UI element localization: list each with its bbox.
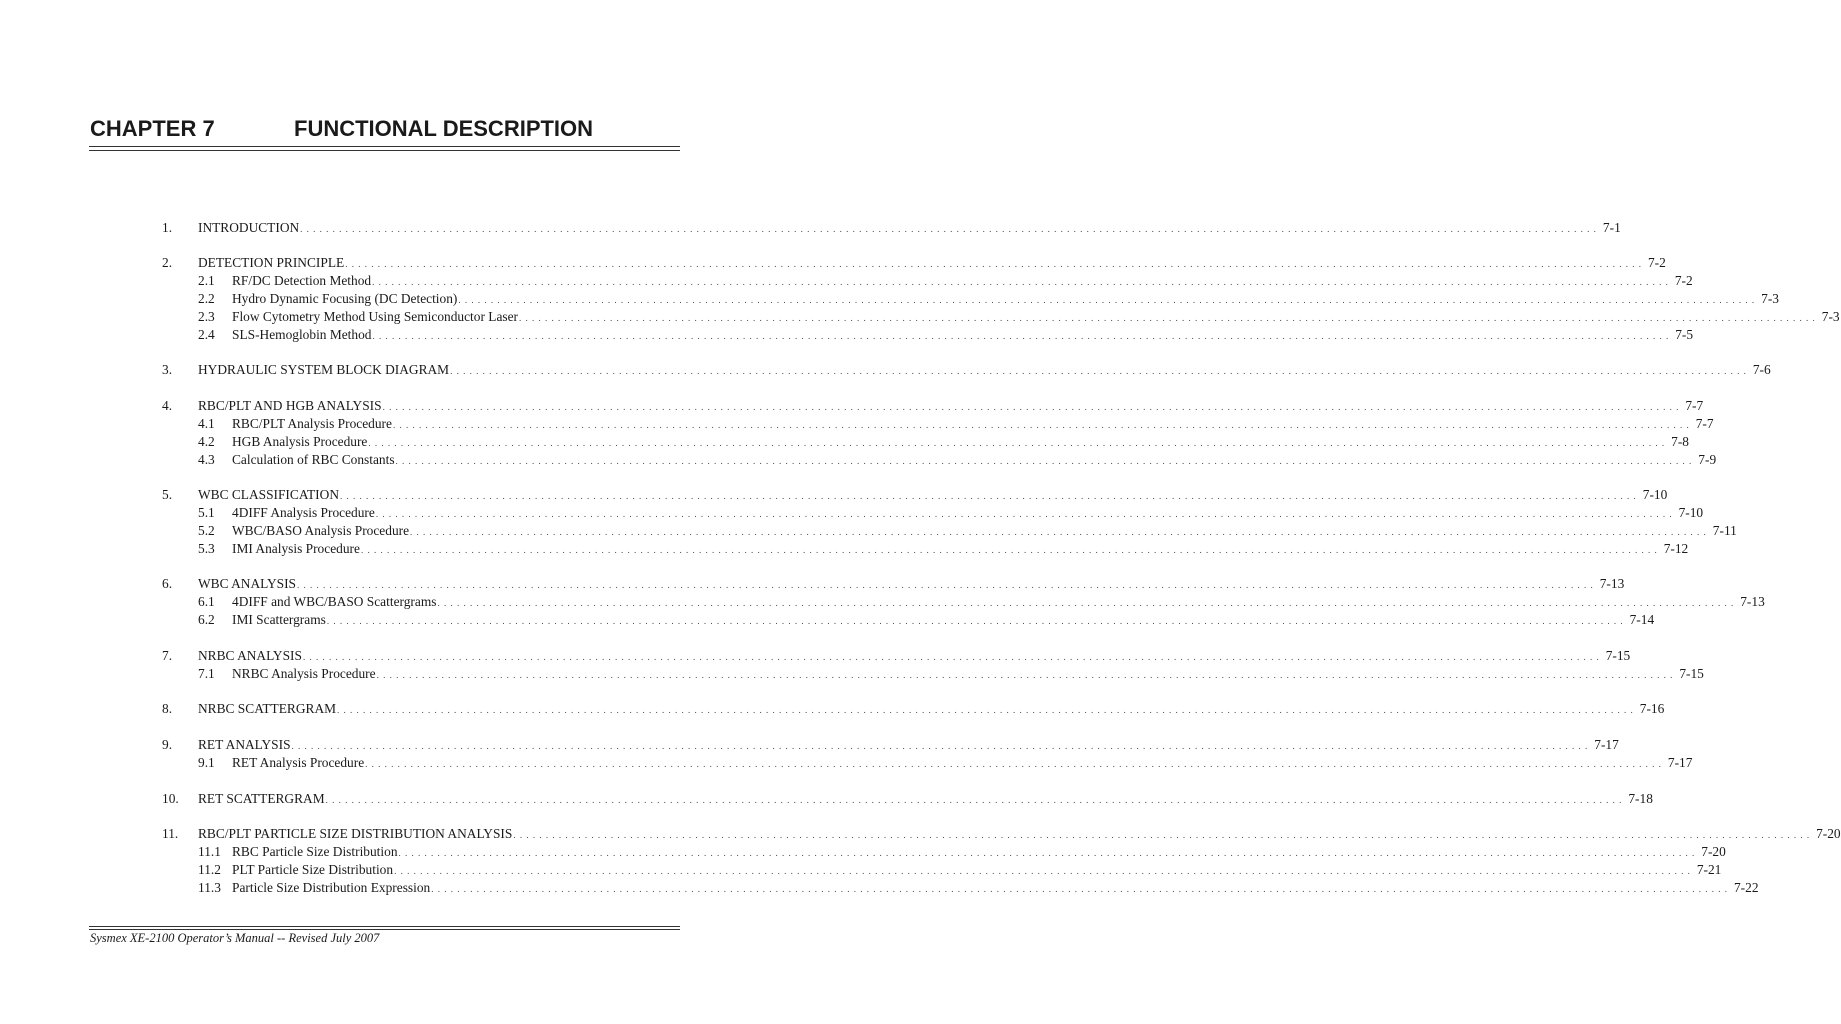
toc-entry-line (198, 361, 1771, 379)
toc-entry-line (232, 879, 1759, 897)
toc-section-row (0, 254, 1666, 272)
toc-number: 1. (162, 220, 173, 235)
toc-number: 11.2 (198, 862, 221, 877)
toc-number: 2. (162, 255, 173, 270)
toc-subsection-row (0, 308, 1840, 326)
toc-title: 4DIFF Analysis Procedure (232, 505, 375, 520)
toc-number: 7.1 (198, 666, 215, 681)
toc-title: RBC Particle Size Distribution (232, 844, 398, 859)
toc-leader-dots: . . . . . . . . . . . . . . . . . . . . . . . . . . . . . . . . . . . . . . . . . . . . . . . . . . . . . . . . . . . . . . . . . . . . . . . . . . . . . . . . . . . . . . . . . . . . . . . . . . . . . . . . . . . . . . . . . . . . . . . . . . . . . . . . . . . . . . . . . . . . . . . . . . . . . . . . . . . . . . . . . . . . . . . . . . . . . . . . . . . . . . . . . . . . . . . . . . . . . . . . (519, 313, 1816, 323)
toc-entry-line (198, 575, 1625, 593)
toc-entry-line (232, 326, 1694, 344)
toc-entry-line (198, 700, 1665, 718)
toc-entry-line (232, 451, 1717, 469)
toc-leader-dots: . . . . . . . . . . . . . . . . . . . . . . . . . . . . . . . . . . . . . . . . . . . . . . . . . . . . . . . . . . . . . . . . . . . . . . . . . . . . . . . . . . . . . . . . . . . . . . . . . . . . . . . . . . . . . . . . . . . . . . . . . . . . . . . . . . . . . . . . . . . . . . . . . . . . . . . . . . . . . . . . . . . . . . . . . . . . . . . . . . . . . . . . . . . . . . . . . . . . . . . . (340, 491, 1637, 501)
toc-page-number: 7-6 (1752, 362, 1771, 377)
toc-entry-line (232, 861, 1722, 879)
toc-title: IMI Scattergrams (232, 612, 326, 627)
toc-leader-dots: . . . . . . . . . . . . . . . . . . . . . . . . . . . . . . . . . . . . . . . . . . . . . . . . . . . . . . . . . . . . . . . . . . . . . . . . . . . . . . . . . . . . . . . . . . . . . . . . . . . . . . . . . . . . . . . . . . . . . . . . . . . . . . . . . . . . . . . . . . . . . . . . . . . . . . . . . . . . . . . . . . . . . . . . . . . . . . . . . . . . . . . . . . . . . . . . . . . . . . . . (291, 741, 1589, 751)
header-divider (89, 146, 680, 151)
toc-page-number: 7-7 (1685, 398, 1704, 413)
toc-leader-dots: . . . . . . . . . . . . . . . . . . . . . . . . . . . . . . . . . . . . . . . . . . . . . . . . . . . . . . . . . . . . . . . . . . . . . . . . . . . . . . . . . . . . . . . . . . . . . . . . . . . . . . . . . . . . . . . . . . . . . . . . . . . . . . . . . . . . . . . . . . . . . . . . . . . . . . . . . . . . . . . . . . . . . . . . . . . . . . . . . . . . . . . . . . . . . . . . . . . . . . . . (392, 420, 1690, 430)
toc-section-row (0, 647, 1631, 665)
toc-number: 2.4 (198, 327, 215, 342)
toc-section-row (0, 736, 1619, 754)
toc-title: RET SCATTERGRAM (198, 791, 325, 806)
toc-number: 4.1 (198, 416, 215, 431)
toc-number: 6.1 (198, 594, 215, 609)
toc-entry-line (198, 254, 1666, 272)
toc-title: Hydro Dynamic Focusing (DC Detection) (232, 291, 458, 306)
toc-entry-line (198, 397, 1704, 415)
footer-text: Sysmex XE-2100 Operator’s Manual -- Revised July 2007 (90, 931, 380, 945)
toc-title: WBC CLASSIFICATION (198, 487, 339, 502)
toc-number: 2.1 (198, 273, 215, 288)
toc-page-number: 7-13 (1740, 594, 1765, 609)
toc-title: RBC/PLT PARTICLE SIZE DISTRIBUTION ANALYSIS (198, 826, 513, 841)
toc-number: 2.3 (198, 309, 215, 324)
toc-page-number: 7-22 (1733, 880, 1759, 895)
toc-subsection-row (0, 326, 1694, 344)
toc-page-number: 7-3 (1821, 309, 1840, 324)
toc-page-number: 7-17 (1667, 755, 1693, 770)
toc-entry-line (198, 825, 1841, 843)
toc-page-number: 7-8 (1671, 434, 1689, 449)
toc-page-number: 7-20 (1701, 844, 1726, 859)
toc-page-number: 7-18 (1628, 791, 1653, 806)
toc-page-number: 7-9 (1698, 452, 1717, 467)
chapter-title: FUNCTIONAL DESCRIPTION (294, 116, 594, 141)
toc-section-row (0, 700, 1665, 718)
toc-number: 8. (162, 701, 173, 716)
toc-entry-line (232, 433, 1689, 451)
toc-leader-dots: . . . . . . . . . . . . . . . . . . . . . . . . . . . . . . . . . . . . . . . . . . . . . . . . . . . . . . . . . . . . . . . . . . . . . . . . . . . . . . . . . . . . . . . . . . . . . . . . . . . . . . . . . . . . . . . . . . . . . . . . . . . . . . . . . . . . . . . . . . . . . . . . . . . . . . . . . . . . . . . . . . . . . . . . . . . . . . . . . . . . . . . . . . . . . . . . . . . . . . . . (431, 884, 1728, 894)
toc-title: Particle Size Distribution Expression (232, 880, 431, 895)
toc-entry-line (198, 736, 1619, 754)
toc-leader-dots: . . . . . . . . . . . . . . . . . . . . . . . . . . . . . . . . . . . . . . . . . . . . . . . . . . . . . . . . . . . . . . . . . . . . . . . . . . . . . . . . . . . . . . . . . . . . . . . . . . . . . . . . . . . . . . . . . . . . . . . . . . . . . . . . . . . . . . . . . . . . . . . . . . . . . . . . . . . . . . . . . . . . . . . . . . . . . . . . . . . . . . . . . . . . . . . . . . . . . . . . (394, 866, 1691, 876)
toc-section-row (0, 486, 1668, 504)
toc-number: 7. (162, 648, 173, 663)
toc-subsection-row (0, 433, 1689, 451)
toc-title: NRBC ANALYSIS (198, 648, 302, 663)
toc-title: 4DIFF and WBC/BASO Scattergrams (232, 594, 437, 609)
toc-entry-line (198, 647, 1631, 665)
toc-title: RET ANALYSIS (198, 737, 291, 752)
footer-divider (89, 926, 680, 930)
toc-title: DETECTION PRINCIPLE (198, 255, 345, 270)
toc-leader-dots: . . . . . . . . . . . . . . . . . . . . . . . . . . . . . . . . . . . . . . . . . . . . . . . . . . . . . . . . . . . . . . . . . . . . . . . . . . . . . . . . . . . . . . . . . . . . . . . . . . . . . . . . . . . . . . . . . . . . . . . . . . . . . . . . . . . . . . . . . . . . . . . . . . . . . . . . . . . . . . . . . . . . . . . . . . . . . . . . . . . . . . . . . . . . . . . . . . . . . . . . (382, 402, 1680, 412)
toc-page-number: 7-3 (1761, 291, 1779, 306)
toc-page-number: 7-7 (1695, 416, 1714, 431)
toc-page-number: 7-21 (1696, 862, 1722, 877)
toc-subsection-row (0, 540, 1689, 558)
toc-title: RF/DC Detection Method (232, 273, 372, 288)
toc-number: 4.2 (198, 434, 215, 449)
toc-entry-line (232, 843, 1726, 861)
toc-title: IMI Analysis Procedure (232, 541, 360, 556)
toc-subsection-row (0, 290, 1779, 308)
toc-subsection-row (0, 861, 1722, 879)
toc-page-number: 7-14 (1629, 612, 1655, 627)
toc-subsection-row (0, 415, 1714, 433)
toc-page-number: 7-15 (1605, 648, 1631, 663)
toc-title: NRBC SCATTERGRAM (198, 701, 337, 716)
toc-leader-dots: . . . . . . . . . . . . . . . . . . . . . . . . . . . . . . . . . . . . . . . . . . . . . . . . . . . . . . . . . . . . . . . . . . . . . . . . . . . . . . . . . . . . . . . . . . . . . . . . . . . . . . . . . . . . . . . . . . . . . . . . . . . . . . . . . . . . . . . . . . . . . . . . . . . . . . . . . . . . . . . . . . . . . . . . . . . . . . . . . . . . . . . . . . . . . . . . . . . . . . . . (375, 509, 1673, 519)
toc-subsection-row (0, 843, 1726, 861)
toc-entry-line (232, 415, 1714, 433)
toc-section-row (0, 397, 1704, 415)
toc-subsection-row (0, 593, 1765, 611)
toc-leader-dots: . . . . . . . . . . . . . . . . . . . . . . . . . . . . . . . . . . . . . . . . . . . . . . . . . . . . . . . . . . . . . . . . . . . . . . . . . . . . . . . . . . . . . . . . . . . . . . . . . . . . . . . . . . . . . . . . . . . . . . . . . . . . . . . . . . . . . . . . . . . . . . . . . . . . . . . . . . . . . . . . . . . . . . . . . . . . . . . . . . . . . . . . . . . . . . . . . . . . . . . . (395, 456, 1693, 466)
toc-title: Flow Cytometry Method Using Semiconductor Laser (232, 309, 519, 324)
toc-number: 9. (162, 737, 173, 752)
toc-title: RBC/PLT Analysis Procedure (232, 416, 392, 431)
toc-leader-dots: . . . . . . . . . . . . . . . . . . . . . . . . . . . . . . . . . . . . . . . . . . . . . . . . . . . . . . . . . . . . . . . . . . . . . . . . . . . . . . . . . . . . . . . . . . . . . . . . . . . . . . . . . . . . . . . . . . . . . . . . . . . . . . . . . . . . . . . . . . . . . . . . . . . . . . . . . . . . . . . . . . . . . . . . . . . . . . . . . . . . . . . . . . . . . . . . . . . . . . . . (296, 580, 1594, 590)
toc-title: WBC/BASO Analysis Procedure (232, 523, 410, 538)
toc-leader-dots: . . . . . . . . . . . . . . . . . . . . . . . . . . . . . . . . . . . . . . . . . . . . . . . . . . . . . . . . . . . . . . . . . . . . . . . . . . . . . . . . . . . . . . . . . . . . . . . . . . . . . . . . . . . . . . . . . . . . . . . . . . . . . . . . . . . . . . . . . . . . . . . . . . . . . . . . . . . . . . . . . . . . . . . . . . . . . . . . . . . . . . . . . . . . . . . . . . . . . . . . (372, 277, 1669, 287)
toc-entry-line (232, 540, 1689, 558)
toc-page-number: 7-11 (1712, 523, 1737, 538)
toc-entry-line (232, 504, 1704, 522)
toc-page-number: 7-17 (1594, 737, 1619, 752)
toc-page-number: 7-20 (1816, 826, 1841, 841)
toc-number: 5. (162, 487, 173, 502)
toc-number: 4.3 (198, 452, 215, 467)
toc-leader-dots: . . . . . . . . . . . . . . . . . . . . . . . . . . . . . . . . . . . . . . . . . . . . . . . . . . . . . . . . . . . . . . . . . . . . . . . . . . . . . . . . . . . . . . . . . . . . . . . . . . . . . . . . . . . . . . . . . . . . . . . . . . . . . . . . . . . . . . . . . . . . . . . . . . . . . . . . . . . . . . . . . . . . . . . . . . . . . . . . . . . . . . . . . . . . . . . . . . . . . . . . (372, 331, 1670, 341)
toc-number: 2.2 (198, 291, 215, 306)
toc-leader-dots: . . . . . . . . . . . . . . . . . . . . . . . . . . . . . . . . . . . . . . . . . . . . . . . . . . . . . . . . . . . . . . . . . . . . . . . . . . . . . . . . . . . . . . . . . . . . . . . . . . . . . . . . . . . . . . . . . . . . . . . . . . . . . . . . . . . . . . . . . . . . . . . . . . . . . . . . . . . . . . . . . . . . . . . . . . . . . . . . . . . . . . . . . . . . . . . . . . . . . . . . (376, 670, 1674, 680)
toc-entry-line (232, 522, 1737, 540)
toc-number: 10. (162, 791, 179, 806)
toc-leader-dots: . . . . . . . . . . . . . . . . . . . . . . . . . . . . . . . . . . . . . . . . . . . . . . . . . . . . . . . . . . . . . . . . . . . . . . . . . . . . . . . . . . . . . . . . . . . . . . . . . . . . . . . . . . . . . . . . . . . . . . . . . . . . . . . . . . . . . . . . . . . . . . . . . . . . . . . . . . . . . . . . . . . . . . . . . . . . . . . . . . . . . . . . . . . . . . . . . . . . . . . . (450, 366, 1747, 376)
toc-section-row (0, 219, 1621, 237)
toc-entry-line (198, 486, 1668, 504)
toc-entry-line (198, 219, 1621, 237)
toc-number: 11.3 (198, 880, 221, 895)
toc-leader-dots: . . . . . . . . . . . . . . . . . . . . . . . . . . . . . . . . . . . . . . . . . . . . . . . . . . . . . . . . . . . . . . . . . . . . . . . . . . . . . . . . . . . . . . . . . . . . . . . . . . . . . . . . . . . . . . . . . . . . . . . . . . . . . . . . . . . . . . . . . . . . . . . . . . . . . . . . . . . . . . . . . . . . . . . . . . . . . . . . . . . . . . . . . . . . . . . . . . . . . . . . (458, 295, 1756, 305)
toc-section-row (0, 575, 1625, 593)
toc-entry-line (232, 290, 1779, 308)
toc-leader-dots: . . . . . . . . . . . . . . . . . . . . . . . . . . . . . . . . . . . . . . . . . . . . . . . . . . . . . . . . . . . . . . . . . . . . . . . . . . . . . . . . . . . . . . . . . . . . . . . . . . . . . . . . . . . . . . . . . . . . . . . . . . . . . . . . . . . . . . . . . . . . . . . . . . . . . . . . . . . . . . . . . . . . . . . . . . . . . . . . . . . . . . . . . . . . . . . . . . . . . . . . (360, 545, 1658, 555)
toc-page-number: 7-2 (1647, 255, 1666, 270)
toc-number: 5.1 (198, 505, 215, 520)
toc-entry-line (232, 308, 1840, 326)
toc-leader-dots: . . . . . . . . . . . . . . . . . . . . . . . . . . . . . . . . . . . . . . . . . . . . . . . . . . . . . . . . . . . . . . . . . . . . . . . . . . . . . . . . . . . . . . . . . . . . . . . . . . . . . . . . . . . . . . . . . . . . . . . . . . . . . . . . . . . . . . . . . . . . . . . . . . . . . . . . . . . . . . . . . . . . . . . . . . . . . . . . . . . . . . . . . . . . . . . . . . . . . . . . (398, 848, 1696, 858)
toc-entry-line (232, 593, 1765, 611)
toc-leader-dots: . . . . . . . . . . . . . . . . . . . . . . . . . . . . . . . . . . . . . . . . . . . . . . . . . . . . . . . . . . . . . . . . . . . . . . . . . . . . . . . . . . . . . . . . . . . . . . . . . . . . . . . . . . . . . . . . . . . . . . . . . . . . . . . . . . . . . . . . . . . . . . . . . . . . . . . . . . . . . . . . . . . . . . . . . . . . . . . . . . . . . . . . . . . . . . . . . . . . . . . . (365, 759, 1662, 769)
toc-number: 5.3 (198, 541, 215, 556)
toc-leader-dots: . . . . . . . . . . . . . . . . . . . . . . . . . . . . . . . . . . . . . . . . . . . . . . . . . . . . . . . . . . . . . . . . . . . . . . . . . . . . . . . . . . . . . . . . . . . . . . . . . . . . . . . . . . . . . . . . . . . . . . . . . . . . . . . . . . . . . . . . . . . . . . . . . . . . . . . . . . . . . . . . . . . . . . . . . . . . . . . . . . . . . . . . . . . . . . . . . . . . . . . . (513, 830, 1811, 840)
toc-subsection-row (0, 665, 1704, 683)
toc-leader-dots: . . . . . . . . . . . . . . . . . . . . . . . . . . . . . . . . . . . . . . . . . . . . . . . . . . . . . . . . . . . . . . . . . . . . . . . . . . . . . . . . . . . . . . . . . . . . . . . . . . . . . . . . . . . . . . . . . . . . . . . . . . . . . . . . . . . . . . . . . . . . . . . . . . . . . . . . . . . . . . . . . . . . . . . . . . . . . . . . . . . . . . . . . . . . . . . . . . . . . . . . (437, 598, 1735, 608)
chapter-heading (90, 112, 680, 144)
toc-entry-line (232, 665, 1704, 683)
toc-number: 6.2 (198, 612, 215, 627)
toc-subsection-row (0, 754, 1693, 772)
toc-title: NRBC Analysis Procedure (232, 666, 376, 681)
chapter-label: CHAPTER 7 (90, 116, 215, 141)
toc-page-number: 7-5 (1675, 327, 1694, 342)
toc-page-number: 7-10 (1642, 487, 1668, 502)
toc-entry-line (232, 611, 1655, 629)
toc-title: HYDRAULIC SYSTEM BLOCK DIAGRAM (198, 362, 450, 377)
toc-title: PLT Particle Size Distribution (232, 862, 394, 877)
toc-number: 5.2 (198, 523, 215, 538)
toc-number: 4. (162, 398, 173, 413)
toc-page-number: 7-15 (1679, 666, 1704, 681)
toc-section-row (0, 790, 1653, 808)
toc-title: INTRODUCTION (198, 220, 300, 235)
toc-subsection-row (0, 522, 1737, 540)
toc-page-number: 7-1 (1602, 220, 1621, 235)
toc-number: 11. (162, 826, 179, 841)
toc-page-number: 7-12 (1663, 541, 1689, 556)
toc-leader-dots: . . . . . . . . . . . . . . . . . . . . . . . . . . . . . . . . . . . . . . . . . . . . . . . . . . . . . . . . . . . . . . . . . . . . . . . . . . . . . . . . . . . . . . . . . . . . . . . . . . . . . . . . . . . . . . . . . . . . . . . . . . . . . . . . . . . . . . . . . . . . . . . . . . . . . . . . . . . . . . . . . . . . . . . . . . . . . . . . . . . . . . . . . . . . . . . . . . . . . . . . (300, 224, 1597, 234)
toc-leader-dots: . . . . . . . . . . . . . . . . . . . . . . . . . . . . . . . . . . . . . . . . . . . . . . . . . . . . . . . . . . . . . . . . . . . . . . . . . . . . . . . . . . . . . . . . . . . . . . . . . . . . . . . . . . . . . . . . . . . . . . . . . . . . . . . . . . . . . . . . . . . . . . . . . . . . . . . . . . . . . . . . . . . . . . . . . . . . . . . . . . . . . . . . . . . . . . . . . . . . . . . . (325, 795, 1623, 805)
toc-subsection-row (0, 611, 1655, 629)
toc-entry-line (232, 272, 1693, 290)
toc-title: HGB Analysis Procedure (232, 434, 368, 449)
toc-title: WBC ANALYSIS (198, 576, 296, 591)
toc-title: SLS-Hemoglobin Method (232, 327, 372, 342)
toc-subsection-row (0, 504, 1704, 522)
toc-title: RET Analysis Procedure (232, 755, 365, 770)
toc-leader-dots: . . . . . . . . . . . . . . . . . . . . . . . . . . . . . . . . . . . . . . . . . . . . . . . . . . . . . . . . . . . . . . . . . . . . . . . . . . . . . . . . . . . . . . . . . . . . . . . . . . . . . . . . . . . . . . . . . . . . . . . . . . . . . . . . . . . . . . . . . . . . . . . . . . . . . . . . . . . . . . . . . . . . . . . . . . . . . . . . . . . . . . . . . . . . . . . . . . . . . . . . (337, 705, 1634, 715)
toc-entry-line (232, 754, 1693, 772)
toc-subsection-row (0, 272, 1693, 290)
toc-number: 3. (162, 362, 173, 377)
toc-number: 9.1 (198, 755, 215, 770)
toc-title: RBC/PLT AND HGB ANALYSIS (198, 398, 382, 413)
toc-entry-line (198, 790, 1653, 808)
toc-subsection-row (0, 451, 1717, 469)
toc-page-number: 7-13 (1599, 576, 1625, 591)
toc-title: Calculation of RBC Constants (232, 452, 395, 467)
toc-leader-dots: . . . . . . . . . . . . . . . . . . . . . . . . . . . . . . . . . . . . . . . . . . . . . . . . . . . . . . . . . . . . . . . . . . . . . . . . . . . . . . . . . . . . . . . . . . . . . . . . . . . . . . . . . . . . . . . . . . . . . . . . . . . . . . . . . . . . . . . . . . . . . . . . . . . . . . . . . . . . . . . . . . . . . . . . . . . . . . . . . . . . . . . . . . . . . . . . . . . . . . . . (326, 616, 1624, 626)
toc-leader-dots: . . . . . . . . . . . . . . . . . . . . . . . . . . . . . . . . . . . . . . . . . . . . . . . . . . . . . . . . . . . . . . . . . . . . . . . . . . . . . . . . . . . . . . . . . . . . . . . . . . . . . . . . . . . . . . . . . . . . . . . . . . . . . . . . . . . . . . . . . . . . . . . . . . . . . . . . . . . . . . . . . . . . . . . . . . . . . . . . . . . . . . . . . . . . . . . . . . . . . . . . (345, 259, 1642, 269)
toc-leader-dots: . . . . . . . . . . . . . . . . . . . . . . . . . . . . . . . . . . . . . . . . . . . . . . . . . . . . . . . . . . . . . . . . . . . . . . . . . . . . . . . . . . . . . . . . . . . . . . . . . . . . . . . . . . . . . . . . . . . . . . . . . . . . . . . . . . . . . . . . . . . . . . . . . . . . . . . . . . . . . . . . . . . . . . . . . . . . . . . . . . . . . . . . . . . . . . . . . . . . . . . . (410, 527, 1707, 537)
toc-leader-dots: . . . . . . . . . . . . . . . . . . . . . . . . . . . . . . . . . . . . . . . . . . . . . . . . . . . . . . . . . . . . . . . . . . . . . . . . . . . . . . . . . . . . . . . . . . . . . . . . . . . . . . . . . . . . . . . . . . . . . . . . . . . . . . . . . . . . . . . . . . . . . . . . . . . . . . . . . . . . . . . . . . . . . . . . . . . . . . . . . . . . . . . . . . . . . . . . . . . . . . . . (302, 652, 1600, 662)
toc-page-number: 7-16 (1639, 701, 1665, 716)
toc-leader-dots: . . . . . . . . . . . . . . . . . . . . . . . . . . . . . . . . . . . . . . . . . . . . . . . . . . . . . . . . . . . . . . . . . . . . . . . . . . . . . . . . . . . . . . . . . . . . . . . . . . . . . . . . . . . . . . . . . . . . . . . . . . . . . . . . . . . . . . . . . . . . . . . . . . . . . . . . . . . . . . . . . . . . . . . . . . . . . . . . . . . . . . . . . . . . . . . . . . . . . . . . (368, 438, 1666, 448)
toc-page-number: 7-10 (1678, 505, 1704, 520)
toc-section-row (0, 361, 1771, 379)
toc-number: 6. (162, 576, 173, 591)
toc-number: 11.1 (198, 844, 221, 859)
toc-section-row (0, 825, 1841, 843)
toc-subsection-row (0, 879, 1759, 897)
toc-page-number: 7-2 (1674, 273, 1693, 288)
